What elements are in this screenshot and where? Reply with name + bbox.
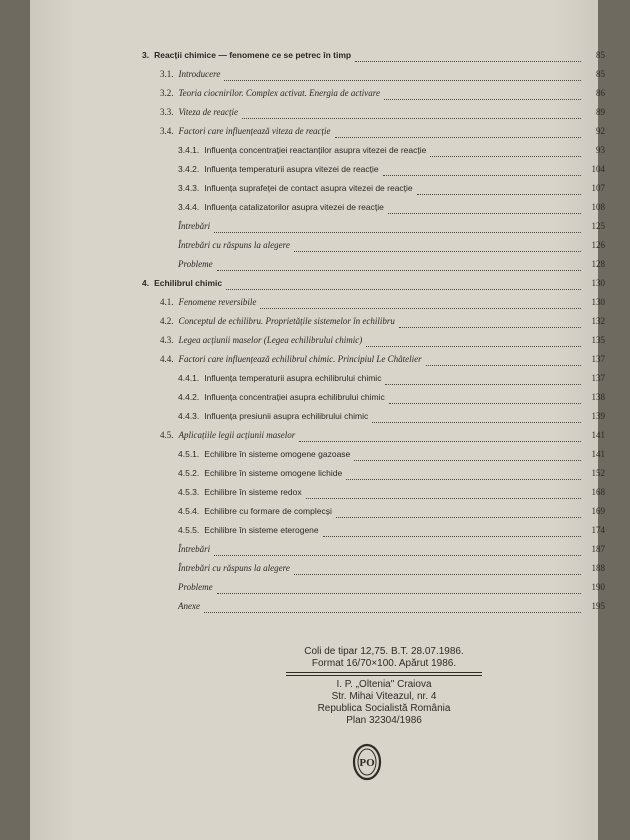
toc-page-number: 85 xyxy=(596,50,605,60)
toc-entry xyxy=(110,105,605,119)
toc-entry-title xyxy=(160,428,295,442)
toc-page-number: 187 xyxy=(591,544,605,554)
toc-entry-text: Fenomene reversibile xyxy=(178,297,257,307)
dot-leader xyxy=(430,144,581,157)
toc-page-number: 195 xyxy=(591,601,605,611)
toc-page-number: 92 xyxy=(596,126,605,136)
toc-entry xyxy=(110,466,605,480)
toc-page-number: 168 xyxy=(591,487,605,497)
toc-page-number: 107 xyxy=(591,183,605,193)
toc-entry-number: 4.4. xyxy=(160,354,174,364)
toc-entry xyxy=(110,390,605,404)
toc-page-number: 169 xyxy=(591,506,605,516)
dot-leader xyxy=(260,296,581,309)
toc-page-number: 141 xyxy=(591,430,605,440)
toc-entry-title xyxy=(178,162,379,176)
toc-entry-number: 4.3. xyxy=(160,335,174,345)
toc-entry-text: Echilibre în sisteme omogene lichide xyxy=(204,468,343,478)
toc-entry-number: 4.5.3. xyxy=(178,487,200,497)
toc-page-number: 135 xyxy=(591,335,605,345)
toc-entry-text: Probleme xyxy=(178,582,213,592)
toc-entry-text: Influența temperaturii asupra echilibrului chimic xyxy=(204,373,382,383)
dot-leader xyxy=(226,277,581,290)
toc-entry-text: Probleme xyxy=(178,259,213,269)
toc-page-number: 190 xyxy=(591,582,605,592)
toc-page-number: 89 xyxy=(596,107,605,117)
toc-entry xyxy=(110,599,605,613)
dot-leader xyxy=(294,239,581,252)
toc-entry-title xyxy=(178,447,350,461)
toc-entry-text: Influența concentrației reactanților asupra vitezei de reacție xyxy=(204,145,427,155)
toc-entry-title xyxy=(160,86,380,100)
toc-entry-number: 4. xyxy=(142,278,150,288)
toc-entry-number: 4.5.2. xyxy=(178,468,200,478)
toc-page-number: 93 xyxy=(596,145,605,155)
print-specs-line-1: Coli de tipar 12,75. B.T. 28.07.1986. xyxy=(304,646,464,657)
toc-page-number: 152 xyxy=(591,468,605,478)
dot-leader xyxy=(426,353,581,366)
dot-leader xyxy=(299,429,581,442)
toc-entry xyxy=(110,580,605,594)
toc-entry-title xyxy=(178,561,290,575)
toc-page-number: 137 xyxy=(591,373,605,383)
dot-leader xyxy=(372,410,581,423)
dot-leader xyxy=(224,68,581,81)
dot-leader xyxy=(384,87,581,100)
toc-page-number: 138 xyxy=(591,392,605,402)
toc-entry-number: 3. xyxy=(142,50,150,60)
toc-entry-text: Influența temperaturii asupra vitezei de reacție xyxy=(204,164,379,174)
toc-page-number: 137 xyxy=(591,354,605,364)
toc-entry-number: 3.4.1. xyxy=(178,145,200,155)
dot-leader xyxy=(354,448,581,461)
toc-entry-number: 3.1. xyxy=(160,69,174,79)
dot-leader xyxy=(323,524,581,537)
toc-entry-text: Conceptul de echilibru. Proprietățile sistemelor în echilibru xyxy=(178,316,395,326)
toc-page-number: 108 xyxy=(591,202,605,212)
toc-entry xyxy=(110,561,605,575)
toc-entry-number: 4.4.2. xyxy=(178,392,200,402)
toc-entry xyxy=(110,504,605,518)
printer-logo-icon xyxy=(351,742,383,782)
toc-entry-text: Influența presiunii asupra echilibrului chimic xyxy=(204,411,369,421)
dot-leader xyxy=(336,505,581,518)
toc-page-number: 188 xyxy=(591,563,605,573)
dot-leader xyxy=(389,391,581,404)
toc-entry-text: Întrebări cu răspuns la alegere xyxy=(178,563,290,573)
print-plan: Plan 32304/1986 xyxy=(346,715,422,726)
toc-entry-title xyxy=(178,257,213,271)
toc-entry-title xyxy=(178,390,385,404)
dot-leader xyxy=(385,372,581,385)
toc-entry-title xyxy=(160,105,238,119)
toc-page-number: 141 xyxy=(591,449,605,459)
toc-entry-title xyxy=(160,314,395,328)
toc-entry xyxy=(110,333,605,347)
toc-entry-text: Introducere xyxy=(178,69,221,79)
toc-entry-text: Legea acțiunii maselor (Legea echilibrului chimic) xyxy=(178,335,363,345)
printer-address xyxy=(286,675,482,727)
toc-entry-text: Influența catalizatorilor asupra vitezei de reacție xyxy=(204,202,384,212)
toc-entry xyxy=(110,523,605,537)
toc-entry-title xyxy=(178,371,381,385)
toc-entry-title xyxy=(178,238,290,252)
toc-entry-number: 3.4.2. xyxy=(178,164,200,174)
toc-page-number: 139 xyxy=(591,411,605,421)
toc-entry-title xyxy=(178,181,413,195)
toc-entry-title xyxy=(160,67,220,81)
toc-entry xyxy=(110,314,605,328)
toc-entry-number: 4.5. xyxy=(160,430,174,440)
toc-entry xyxy=(110,295,605,309)
toc-entry-text: Echilibrul chimic xyxy=(154,278,223,288)
document-page xyxy=(30,0,605,840)
toc-entry xyxy=(110,428,605,442)
dot-leader xyxy=(366,334,581,347)
dot-leader xyxy=(204,600,581,613)
dot-leader xyxy=(306,486,581,499)
toc-page-number: 86 xyxy=(596,88,605,98)
toc-entry-title xyxy=(178,409,368,423)
toc-entry-number: 4.5.4. xyxy=(178,506,200,516)
toc-entry xyxy=(110,238,605,252)
toc-entry-text: Factori care influențează viteza de reacție xyxy=(178,126,331,136)
toc-entry-number: 3.4.4. xyxy=(178,202,200,212)
toc-entry-number: 4.4.3. xyxy=(178,411,200,421)
toc-entry-number: 4.4.1. xyxy=(178,373,200,383)
toc-entry-title xyxy=(142,276,222,290)
dot-leader xyxy=(217,258,581,271)
table-of-contents xyxy=(110,48,605,618)
toc-entry xyxy=(110,200,605,214)
toc-entry-text: Întrebări xyxy=(178,221,211,231)
toc-entry-title xyxy=(178,200,384,214)
toc-entry xyxy=(110,257,605,271)
toc-page-number: 128 xyxy=(591,259,605,269)
dot-leader xyxy=(388,201,581,214)
toc-entry-text: Întrebări xyxy=(178,544,211,554)
dot-leader xyxy=(346,467,581,480)
toc-entry-text: Reacții chimice — fenomene ce se petrec în timp xyxy=(154,50,352,60)
dot-leader xyxy=(214,543,581,556)
toc-entry xyxy=(110,485,605,499)
toc-entry-title xyxy=(178,143,426,157)
toc-entry-title xyxy=(178,466,342,480)
dot-leader xyxy=(242,106,581,119)
toc-entry xyxy=(110,181,605,195)
dot-leader xyxy=(417,182,581,195)
dot-leader xyxy=(214,220,581,233)
toc-entry-number: 4.5.1. xyxy=(178,449,200,459)
toc-entry xyxy=(110,371,605,385)
toc-page-number: 104 xyxy=(591,164,605,174)
toc-entry-title xyxy=(160,295,256,309)
toc-entry-number: 4.2. xyxy=(160,316,174,326)
toc-entry xyxy=(110,276,605,290)
toc-page-number: 130 xyxy=(591,297,605,307)
print-specs xyxy=(286,646,482,673)
toc-entry xyxy=(110,124,605,138)
toc-page-number: 130 xyxy=(591,278,605,288)
dot-leader xyxy=(294,562,581,575)
dot-leader xyxy=(383,163,581,176)
toc-entry-number: 3.4.3. xyxy=(178,183,200,193)
toc-entry xyxy=(110,219,605,233)
toc-entry xyxy=(110,352,605,366)
toc-page-number: 125 xyxy=(591,221,605,231)
toc-entry-title xyxy=(178,485,302,499)
toc-entry-text: Echilibre în sisteme omogene gazoase xyxy=(204,449,351,459)
toc-entry-title xyxy=(178,523,319,537)
toc-entry xyxy=(110,143,605,157)
toc-entry-text: Influența concentrației asupra echilibrului chimic xyxy=(204,392,385,402)
toc-entry-title xyxy=(178,219,210,233)
toc-entry xyxy=(110,162,605,176)
toc-page-number: 126 xyxy=(591,240,605,250)
logo-monogram: PO xyxy=(359,757,375,769)
dot-leader xyxy=(335,125,581,138)
toc-entry xyxy=(110,542,605,556)
toc-entry-title xyxy=(160,124,331,138)
toc-entry-text: Echilibre în sisteme redox xyxy=(204,487,302,497)
print-specs-line-2: Format 16/70×100. Apărut 1986. xyxy=(311,658,457,669)
toc-entry-title xyxy=(142,48,351,62)
toc-entry-text: Echilibre cu formare de complecși xyxy=(204,506,332,516)
toc-entry-text: Întrebări cu răspuns la alegere xyxy=(178,240,290,250)
toc-entry-number: 4.5.5. xyxy=(178,525,200,535)
colophon xyxy=(286,646,482,727)
toc-entry-text: Factori care influențează echilibrul chimic. Principiul Le Châtelier xyxy=(178,354,422,364)
toc-entry xyxy=(110,48,605,62)
toc-entry-text: Influența suprafeței de contact asupra vitezei de reacție xyxy=(204,183,413,193)
toc-entry-number: 3.4. xyxy=(160,126,174,136)
dot-leader xyxy=(399,315,581,328)
toc-page-number: 132 xyxy=(591,316,605,326)
toc-entry xyxy=(110,67,605,81)
toc-entry-title xyxy=(178,599,200,613)
toc-entry-title xyxy=(178,580,213,594)
toc-entry-text: Anexe xyxy=(178,601,200,611)
toc-entry-text: Aplicațiile legii acțiunii maselor xyxy=(178,430,296,440)
printer-name: I. P. „Oltenia" Craiova xyxy=(336,679,432,690)
toc-entry-title xyxy=(160,352,422,366)
toc-page-number: 85 xyxy=(596,69,605,79)
printer-country: Republica Socialistă România xyxy=(317,703,451,714)
toc-entry-number: 3.2. xyxy=(160,88,174,98)
toc-entry-number: 3.3. xyxy=(160,107,174,117)
printer-street: Str. Mihai Viteazul, nr. 4 xyxy=(331,691,437,702)
toc-entry-number: 4.1. xyxy=(160,297,174,307)
toc-page-number: 174 xyxy=(591,525,605,535)
toc-entry-title xyxy=(160,333,362,347)
toc-entry-text: Echilibre în sisteme eterogene xyxy=(204,525,319,535)
toc-entry xyxy=(110,409,605,423)
toc-entry-text: Teoria ciocnirilor. Complex activat. Energia de activare xyxy=(178,88,380,98)
toc-entry-title xyxy=(178,542,210,556)
toc-entry-text: Viteza de reacție xyxy=(178,107,238,117)
toc-entry xyxy=(110,447,605,461)
dot-leader xyxy=(217,581,581,594)
toc-entry xyxy=(110,86,605,100)
dot-leader xyxy=(355,49,581,62)
toc-entry-title xyxy=(178,504,332,518)
